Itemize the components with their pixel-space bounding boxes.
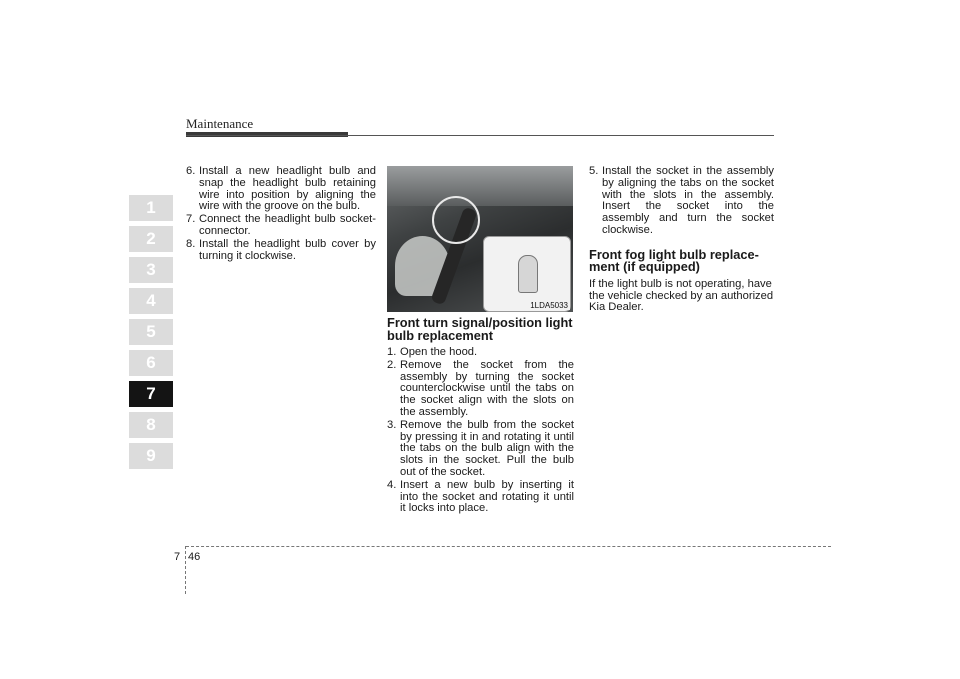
step-text: Connect the headlight bulb socket-connector.	[199, 213, 376, 237]
footer-chapter-number: 7	[174, 551, 181, 563]
header-rule	[186, 135, 774, 136]
column-2	[387, 317, 574, 516]
column-1	[186, 166, 376, 263]
step-number: 3.	[387, 418, 397, 431]
headlight-assembly-photo	[387, 166, 573, 312]
step-number: 7.	[186, 213, 196, 226]
step-text: Insert a new bulb by inserting it into the socket and rotating it until it locks into place.	[400, 478, 574, 515]
magnifier-circle	[432, 196, 480, 244]
chapter-tab-6[interactable]: 6	[129, 350, 173, 376]
chapter-tab-2[interactable]: 2	[129, 226, 173, 252]
chapter-tab-9[interactable]: 9	[129, 443, 173, 469]
step-text: Remove the socket from the assembly by turning the socket counterclockwise until the tabs on the socket align with the slots on the assembly.	[400, 358, 574, 418]
step-text: Remove the bulb from the socket by pressing it in and rotating it until the tabs on the bulb align with the slots in the socket. Pull the bulb out of the socket.	[400, 418, 574, 478]
step-item	[387, 420, 574, 479]
step-item	[387, 347, 574, 359]
figure-code: 1LDA5033	[530, 301, 568, 310]
step-number: 8.	[186, 237, 196, 250]
chapter-tabs	[129, 195, 173, 474]
chapter-tab-3[interactable]: 3	[129, 257, 173, 283]
footer-rule	[186, 546, 831, 547]
chapter-tab-8[interactable]: 8	[129, 412, 173, 438]
section-header-title: Maintenance	[186, 116, 254, 131]
step-text: Install the socket in the assembly by aligning the tabs on the socket with the slots in the assembly. Insert the socket into the assembly and turn the socket clockwise.	[602, 165, 774, 236]
chapter-tab-7[interactable]: 7	[129, 381, 173, 407]
footer-page-number: 46	[188, 551, 201, 563]
bulb-icon	[518, 255, 538, 293]
step-item	[186, 239, 376, 263]
step-item	[387, 480, 574, 515]
step-text: Install a new headlight bulb and snap the headlight bulb retaining wire into position by aligning the wire with the groove on the bulb.	[199, 165, 376, 213]
step-number: 5.	[589, 165, 599, 177]
step-item	[186, 166, 376, 213]
step-item	[186, 214, 376, 238]
step-number: 2.	[387, 358, 397, 371]
section-title: Front fog light bulb replace-ment (if equipped)	[589, 246, 759, 275]
section-title: Front turn signal/position light bulb replacement	[387, 315, 573, 343]
column-3	[589, 166, 774, 314]
chapter-tab-5[interactable]: 5	[129, 319, 173, 345]
step-number: 6.	[186, 165, 196, 177]
step-number: 1.	[387, 346, 397, 358]
paragraph: If the light bulb is not operating, have the vehicle checked by an authorized Kia Dealer.	[589, 277, 774, 314]
step-item	[387, 360, 574, 419]
step-item	[589, 166, 774, 237]
chapter-tab-4[interactable]: 4	[129, 288, 173, 314]
chapter-tab-1[interactable]: 1	[129, 195, 173, 221]
step-text: Install the headlight bulb cover by turning it clockwise.	[199, 237, 376, 262]
footer-divider	[185, 546, 186, 594]
step-number: 4.	[387, 478, 397, 491]
step-text: Open the hood.	[400, 346, 478, 358]
